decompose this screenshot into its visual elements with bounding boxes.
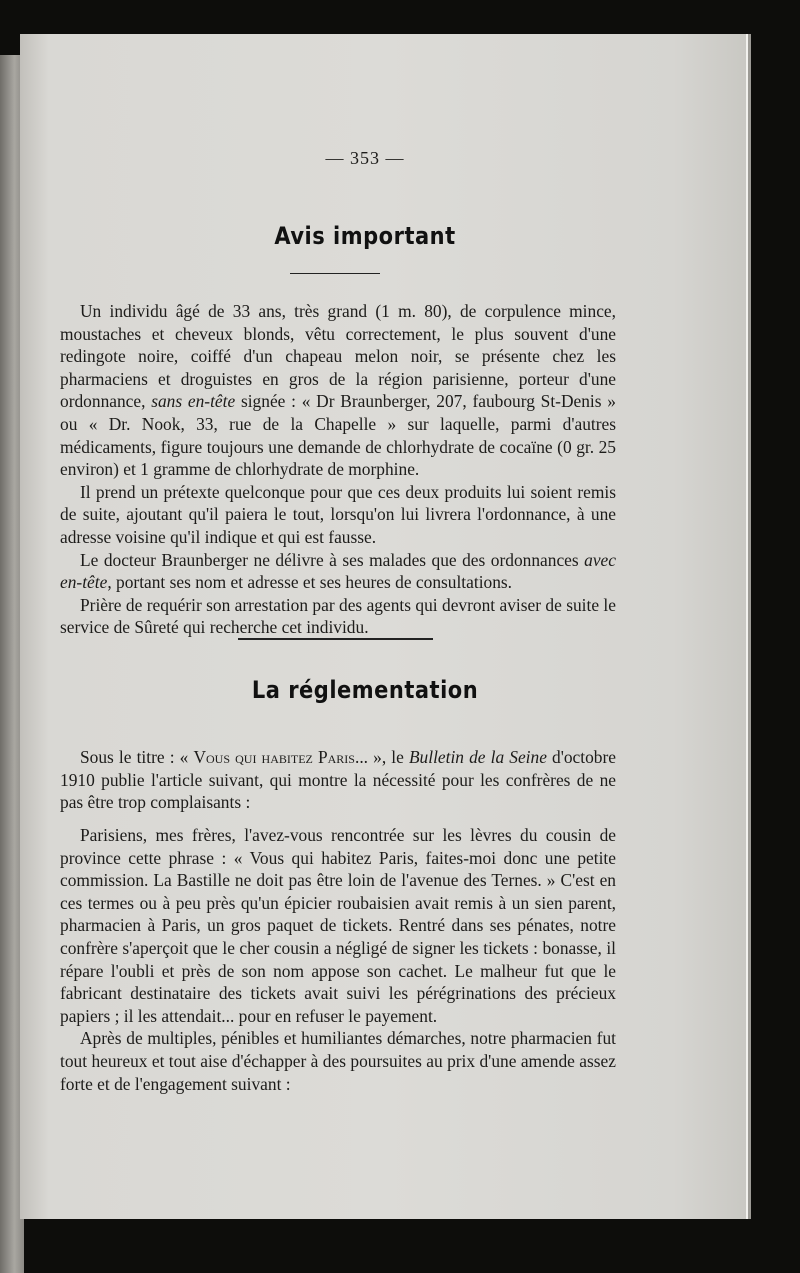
text-run-italic: avec en-tête xyxy=(60,549,616,593)
text-run: signée : « Dr Braunberger, 207, faubourg St-Denis » ou « Dr. Nook, 33, rue de la Chapelle » sur laquelle, parmi d'autres médicaments, figure toujours une demande de chlorhydrate de cocaïne (0 gr. 25 environ) et 1 gramme de chlorhydrate de morphine. xyxy=(60,391,616,480)
text-run: Sous le titre : « xyxy=(80,747,194,767)
paragraph: Prière de requérir son arrestation par des agents qui devront aviser de suite le service de Sûreté qui recherche cet individu. xyxy=(60,594,616,638)
text-run-smallcaps: Vous qui habitez Paris... xyxy=(193,747,369,767)
section-title-reglementation: La réglementation xyxy=(251,676,479,704)
section-reglementation-quote xyxy=(60,824,616,1095)
text-run: d'octobre 1910 publie l'article suivant, qui montre la nécessité pour les confrères de ne pas être trop complaisants : xyxy=(60,747,617,813)
text-run-italic: sans en-tête xyxy=(151,391,236,412)
title-underline xyxy=(290,273,380,274)
document-page xyxy=(20,34,746,1219)
section-divider xyxy=(238,638,433,640)
text-run-italic: Bulletin de la Seine xyxy=(408,747,547,767)
text-run: , portant ses nom et adresse et ses heures de consultations. xyxy=(107,572,513,593)
section-avis-body xyxy=(60,300,616,639)
text-run: Un individu âgé de 33 ans, très grand (1 m. 80), de corpulence mince, moustaches et cheveux blonds, vêtu correctement, le plus souvent d'une redingote noire, coiffé d'un chapeau melon noir, se présente chez les pharmaciens et droguistes en gros de la région parisienne, porteur d'une ordonnance, xyxy=(60,301,616,412)
paragraph xyxy=(60,300,616,481)
paragraph: Il prend un prétexte quelconque pour que ces deux produits lui soient remis de suite, ajoutant qu'il paiera le tout, lorsqu'on lui livrera l'ordonnance, à une adresse voisine qu'il indique et qui est fausse. xyxy=(60,481,616,547)
page-number: — 353 — xyxy=(325,148,405,168)
paragraph xyxy=(60,549,616,594)
paragraph: Après de multiples, pénibles et humiliantes démarches, notre pharmacien fut tout heureux et tout aise d'échapper à des poursuites au prix d'une amende assez forte et de l'engagement suivant : xyxy=(60,1028,616,1094)
section-reglementation-intro xyxy=(60,746,616,814)
text-run: Le docteur Braunberger ne délivre à ses malades que des ordonnances xyxy=(80,549,585,570)
text-run: », le xyxy=(368,747,409,767)
paragraph xyxy=(60,746,616,814)
section-title-avis-important: Avis important xyxy=(274,222,456,250)
paragraph: Parisiens, mes frères, l'avez-vous rencontrée sur les lèvres du cousin de province cette phrase : « Vous qui habitez Paris, faites-moi donc une petite commission. La Bastille ne doit pas être loin de l'avenue des Ternes. » C'est en ces termes ou à peu près qu'un épicier roubaisien avait remis à un sien parent, pharmacien à Paris, un gros paquet de tickets. Rentré dans ses pénates, notre confrère s'aperçoit que le cher cousin a négligé de signer les tickets : bonasse, il répare l'oubli et près de son nom appose son cachet. Le malheur fut que le fabricant destinataire des tickets avait suivi les pérégrinations des précieux papiers ; il les attendait... pour en refuser le payement. xyxy=(60,825,616,1026)
